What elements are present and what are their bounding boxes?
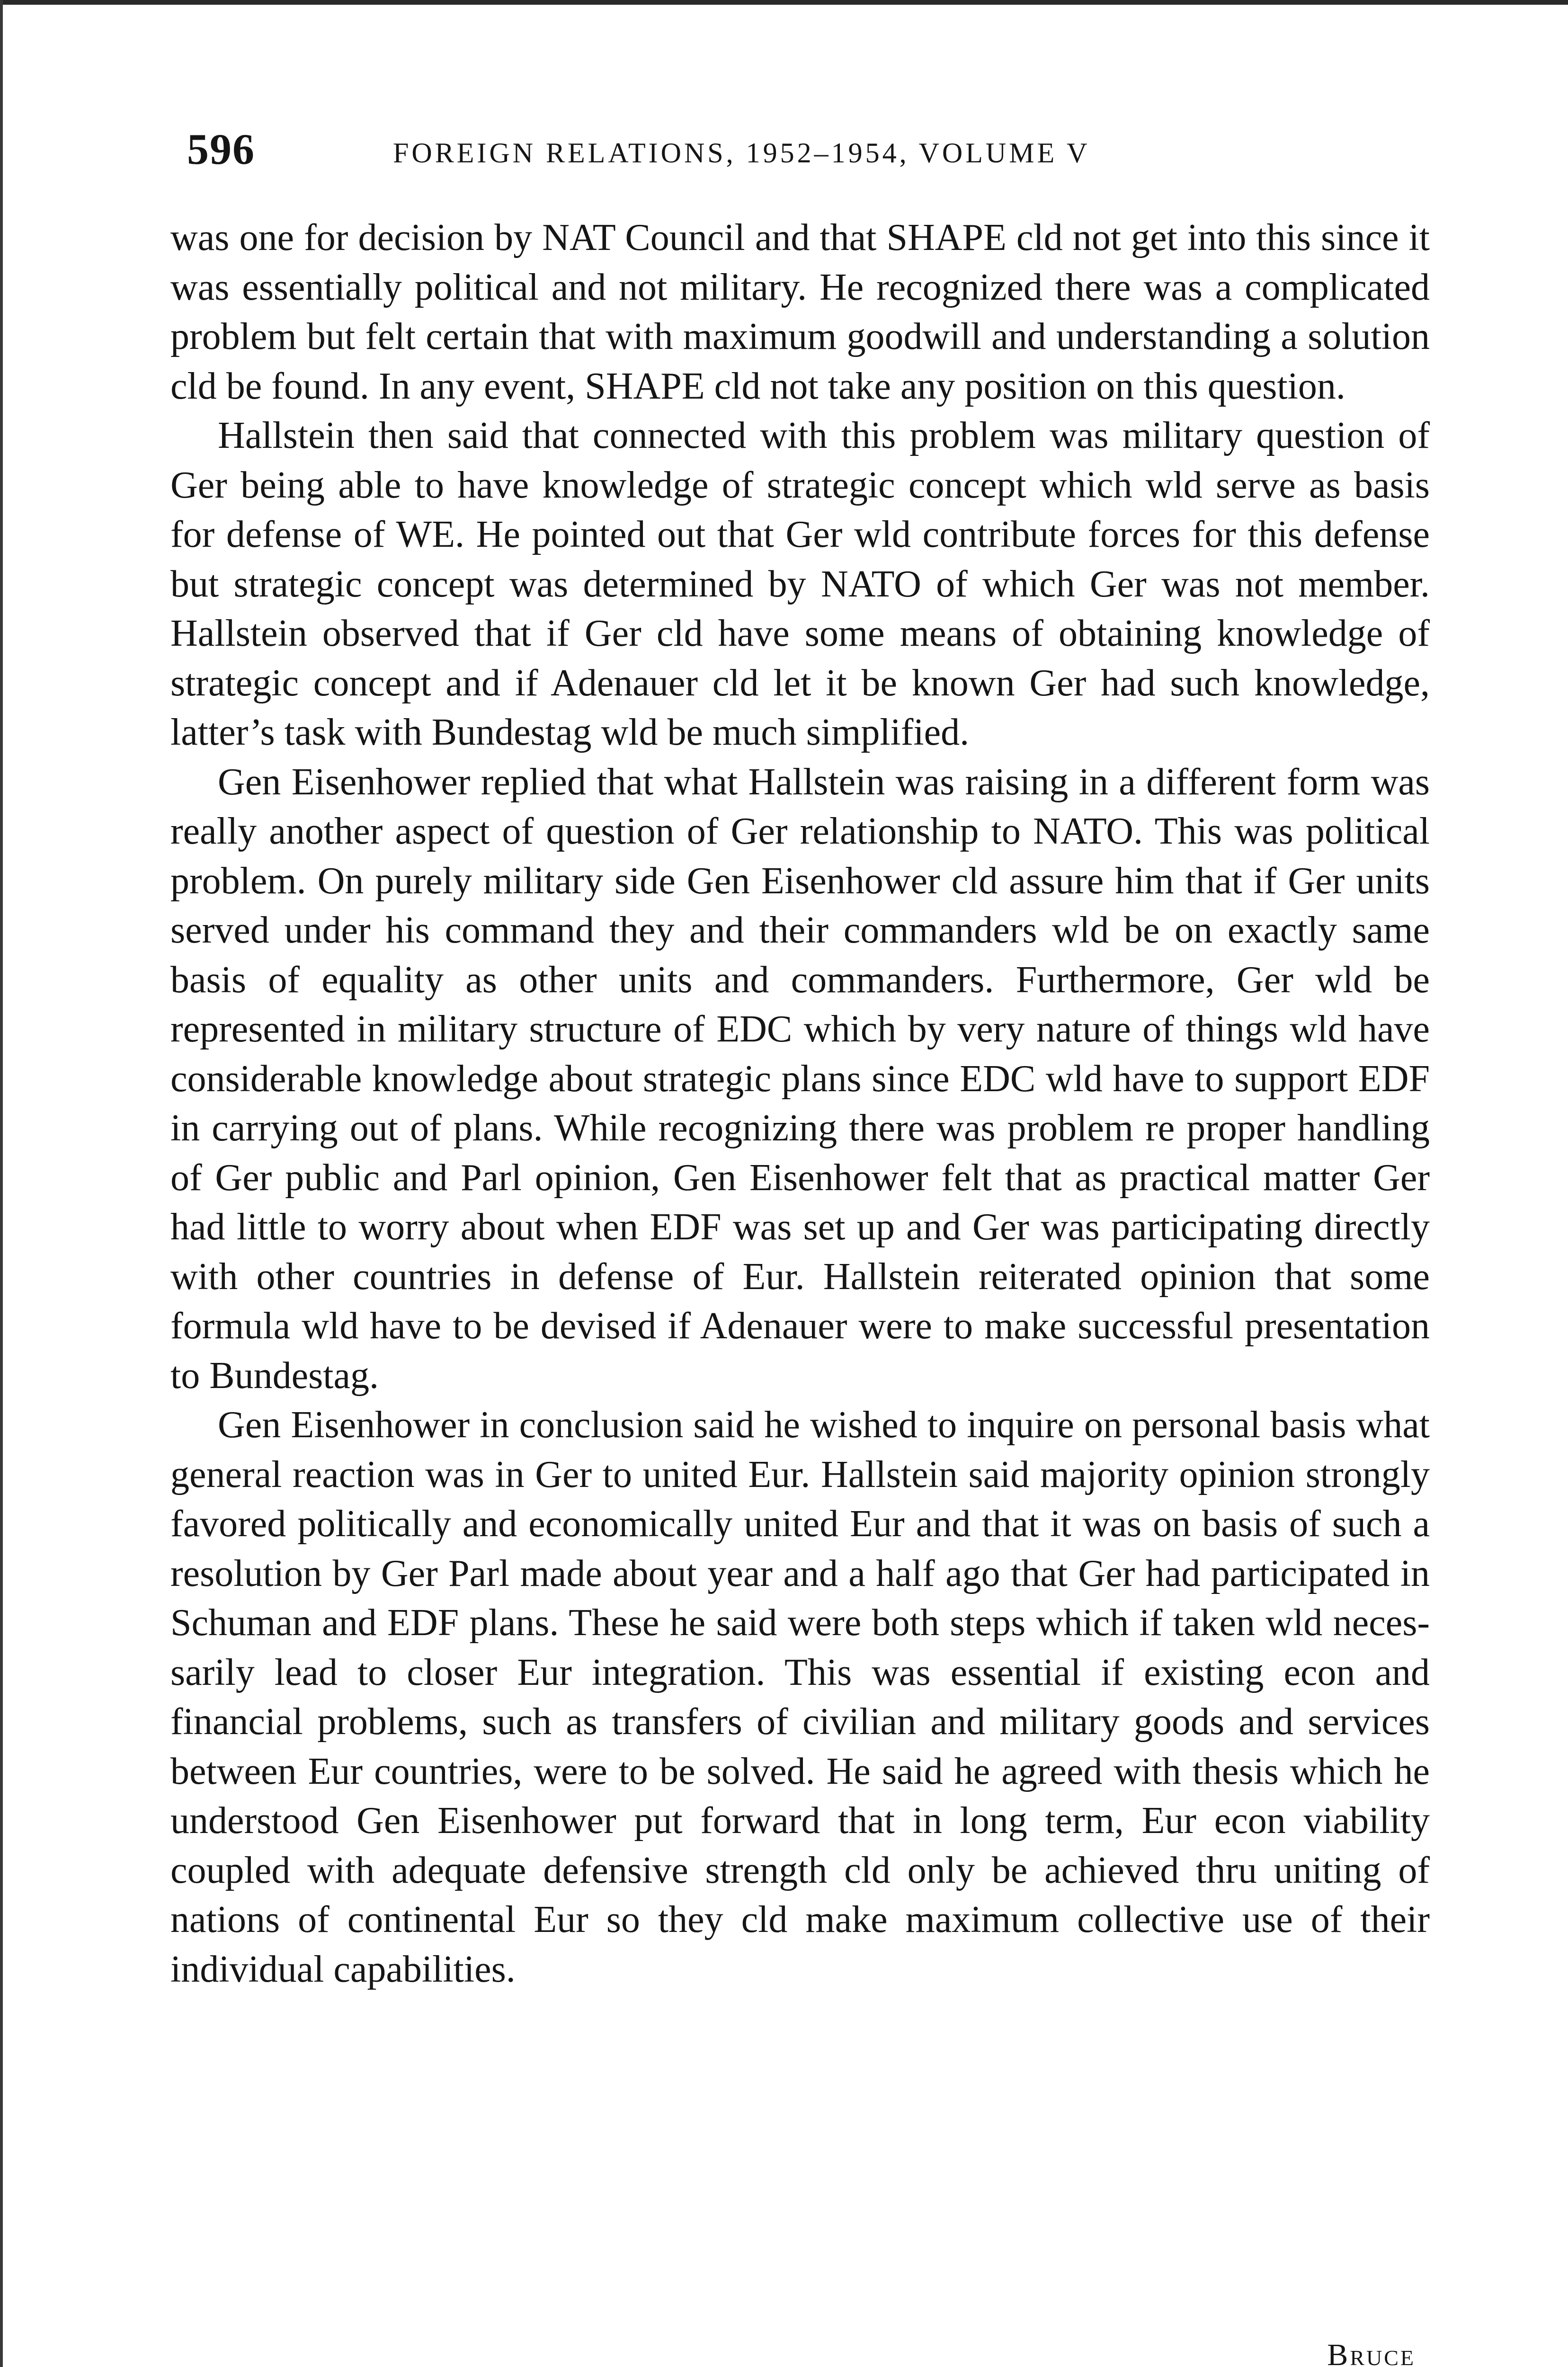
- top-edge-rule: [0, 0, 1568, 5]
- paragraph-continuation: was one for decision by NAT Council and that SHAPE cld not get into this since it was essentially political and not military. He recognized there was a complicated problem but felt certain that with maximum goodwill and understanding a solution cld be found. In any event, SHAPE cld not take any position on this question.: [170, 217, 1430, 407]
- paragraph-united-europe: Gen Eisenhower in conclusion said he wished to inquire on personal basis what general reaction was in Ger to united Eur. Hallstein said majority opinion strongly favored politically and economically united Eur and that it was on basis of such a resolution by Ger Parl made about year and a half ago that Ger had participated in Schuman and EDF plans. These he said were both steps which if taken wld necessarily lead to closer Eur integration. This was essential if existing econ and financial problems, such as transfers of civilian and military goods and services between Eur countries, were to be solved. He said he agreed with thesis which he understood Gen Eisenhower put forward that in long term, Eur econ viability coupled with adequate defensive strength cld only be achieved thru uniting of nations of continental Eur so they cld make maximum collective use of their individual capabilities.: [170, 1404, 1430, 1990]
- paragraph-eisenhower-reply: Gen Eisenhower replied that what Hallstein was raising in a different form was really another aspect of question of Ger relationship to NATO. This was political problem. On purely military side Gen Eisenhower cld assure him that if Ger units served under his command they and their commanders wld be on exactly same basis of equality as other units and commanders. Furthermore, Ger wld be represented in military structure of EDC which by very nature of things wld have considerable knowledge about strategic plans since EDC wld have to support EDF in carrying out of plans. While recognizing there was problem re proper handling of Ger public and Parl opinion, Gen Eisenhower felt that as practical matter Ger had little to worry about when EDF was set up and Ger was participating directly with other countries in defense of Eur. Hallstein reiterated opinion that some formula wld have to be devised if Adenauer were to make successful presentation to Bundestag.: [170, 761, 1430, 1397]
- page-number: 596: [187, 125, 255, 173]
- paragraph-hallstein-strategic-concept: Hallstein then said that connected with this problem was military question of Ger being able to have knowledge of strategic concept which wld serve as basis for defense of WE. He pointed out that Ger wld contribute forces for this defense but strategic concept was determined by NATO of which Ger was not member. Hallstein observed that if Ger cld have some means of obtaining knowledge of strategic concept and if Adenauer cld let it be known Ger had such knowledge, latter’s task with Bundestag wld be much simplified.: [170, 415, 1430, 753]
- body-text: [170, 213, 1430, 1994]
- running-header: [187, 121, 1423, 178]
- running-title: FOREIGN RELATIONS, 1952–1954, VOLUME V: [393, 137, 1090, 169]
- signature: Bruce: [1327, 2338, 1416, 2367]
- left-edge-rule: [0, 0, 3, 2367]
